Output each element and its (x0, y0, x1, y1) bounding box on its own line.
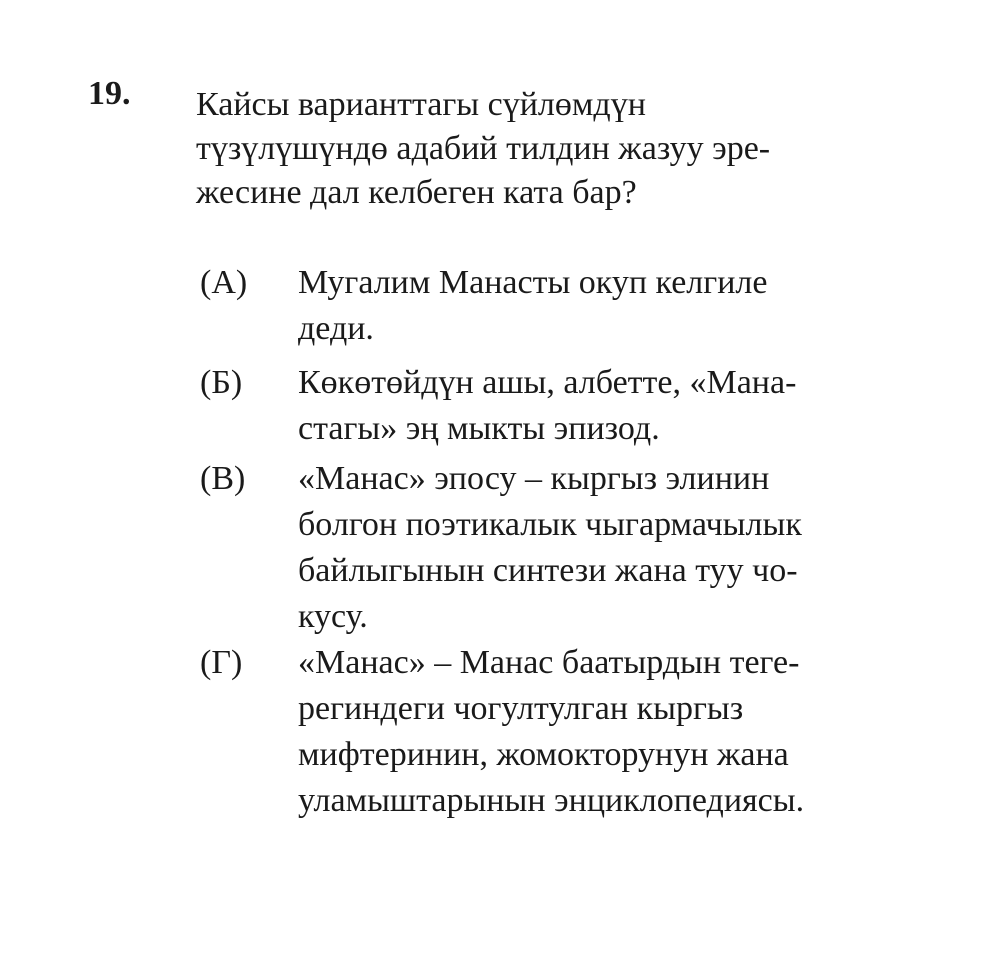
option-text-line: региндеги чогултулган кыргыз (298, 690, 744, 727)
question-text-line: түзүлүшүндө адабий тилдин жазуу эре- (196, 130, 771, 167)
option-text-line: Мугалим Манасты окуп келгиле (298, 264, 768, 301)
option-letter: (В) (200, 460, 246, 497)
option-letter: (А) (200, 264, 248, 301)
question-text-line: жесине дал келбеген ката бар? (196, 174, 637, 211)
option-text-line: «Манас» эпосу – кыргыз элинин (298, 460, 770, 497)
question-number: 19. (88, 75, 131, 112)
question-text-line: Кайсы варианттагы сүйлөмдүн (196, 86, 646, 123)
option-text-line: болгон поэтикалык чыгармачылык (298, 506, 802, 543)
option-text (298, 640, 898, 824)
option-text (298, 360, 898, 452)
option-text-line: байлыгынын синтези жана туу чо- (298, 552, 798, 589)
option-text (298, 260, 898, 352)
option-letter: (Б) (200, 364, 243, 401)
option-text-line: деди. (298, 310, 374, 347)
option-text (298, 456, 898, 640)
question-text (196, 83, 876, 215)
option-text-line: Көкөтөйдүн ашы, албетте, «Мана- (298, 364, 797, 401)
option-text-line: кусу. (298, 598, 368, 635)
option-text-line: «Манас» – Манас баатырдын теге- (298, 644, 800, 681)
option-text-line: уламыштарынын энциклопедиясы. (298, 782, 805, 819)
option-text-line: мифтеринин, жомокторунун жана (298, 736, 789, 773)
option-letter: (Г) (200, 644, 243, 681)
option-text-line: стагы» эң мыкты эпизод. (298, 410, 660, 447)
